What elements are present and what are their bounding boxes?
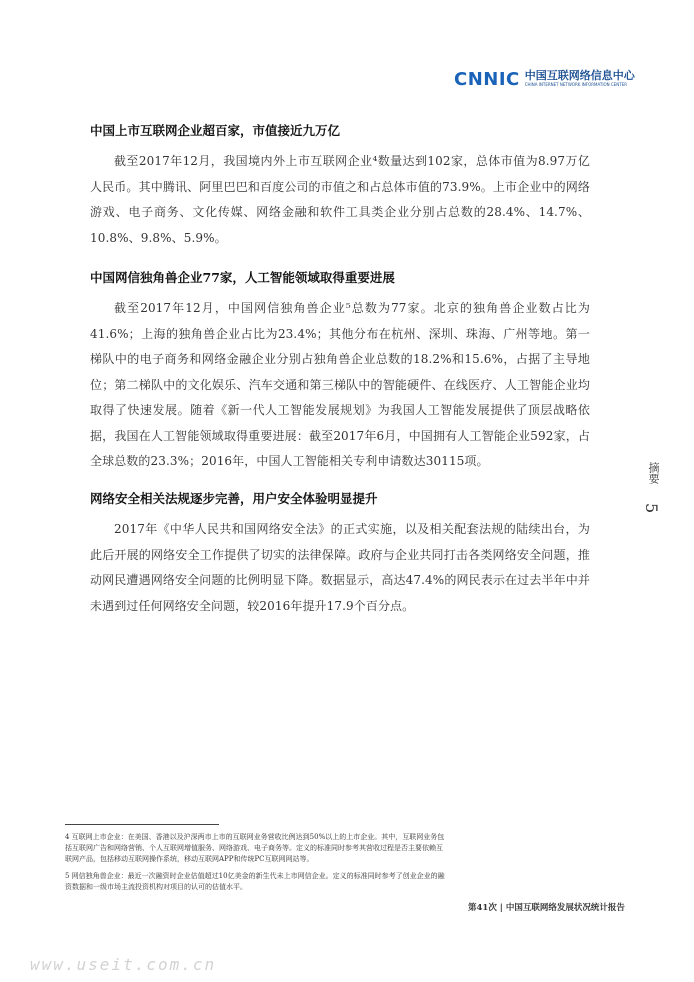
logo-chinese-name: 中国互联网络信息中心 bbox=[524, 69, 635, 82]
section-body: 截至2017年12月，中国网信独角兽企业⁵总数为77家。北京的独角兽企业数占比为41.6%；上海的独角兽企业占比为23.4%；其他分布在杭州、深圳、珠海、广州等地。第一梯队中的电子商务和网络金融企业分别占独角兽企业总数的18.2%和15.6%，占据了主导地位；第二梯队中的文化娱乐、汽车交通和第三梯队中的智能硬件、在线医疗、人工智能企业均取得了快速发展。随着《新一代人工智能发展规划》为我国人工智能发展提供了顶层战略依据，我国在人工智能领域取得重要进展：截至2017年6月，中国拥有人工智能企业592家，占全球总数的23.3%；2016年，中国人工智能相关专利申请数达30115项。 bbox=[90, 301, 590, 468]
section-body: 2017年《中华人民共和国网络安全法》的正式实施，以及相关配套法规的陆续出台，为此后开展的网络安全工作提供了切实的法律保障。政府与企业共同打击各类网络安全问题，推动网民遭遇网络安全问题的比例明显下降。数据显示，高达47.4%的网民表示在过去半年中并未遇到过任何网络安全问题，较2016年提升17.9个百分点。 bbox=[90, 522, 590, 613]
footnote-4: 4 互联网上市企业：在美国、香港以及沪深两市上市的互联网业务营收比例达到50%以上的上市企业。其中，互联网业务包括互联网广告和网络营销、个人互联网增值服务、网络游戏、电子商务等。定义的标准同时参考其营收过程是否主要依赖互联网产品，包括移动互联网操作系统，移动互联网APP和传统PC互联网网站等。 bbox=[65, 833, 445, 863]
footnote-5: 5 网信独角兽企业：最近一次融资时企业估值超过10亿美金的新生代未上市网信企业。定义的标准同时参考了创业企业的融资数据和一级市场主流投资机构对项目的认可的估值水平。 bbox=[65, 872, 445, 891]
logo-english-name: CHINA INTERNET NETWORK INFORMATION CENTER bbox=[524, 82, 628, 87]
logo-text bbox=[525, 70, 635, 88]
cnnic-logo bbox=[454, 68, 635, 90]
footnote-divider bbox=[65, 824, 219, 825]
section-unicorn-companies bbox=[90, 270, 590, 475]
section-title: 中国网信独角兽企业77家，人工智能领域取得重要进展 bbox=[90, 270, 395, 285]
section-title: 网络安全相关法规逐步完善，用户安全体验明显提升 bbox=[90, 491, 378, 506]
report-footer: 第41次 | 中国互联网络发展状况统计报告 bbox=[468, 903, 625, 913]
watermark: www.useit.com.cn bbox=[30, 955, 217, 974]
section-listed-companies bbox=[90, 123, 590, 251]
section-body: 截至2017年12月，我国境内外上市互联网企业⁴数量达到102家，总体市值为8.97万亿人民币。其中腾讯、阿里巴巴和百度公司的市值之和占总体市值的73.9%。上市企业中的网络游戏、电子商务、文化传媒、网络金融和软件工具类企业分别占总数的28.4%、14.7%、10.8%、9.8%、5.9%。 bbox=[90, 154, 590, 245]
side-page-number: 5 bbox=[642, 503, 661, 514]
footnotes bbox=[65, 832, 445, 899]
section-title: 中国上市互联网企业超百家，市值接近九万亿 bbox=[90, 123, 341, 138]
side-section-label: 摘要 bbox=[647, 462, 660, 484]
section-network-security bbox=[90, 491, 590, 619]
logo-mark: CNNIC bbox=[454, 68, 520, 90]
